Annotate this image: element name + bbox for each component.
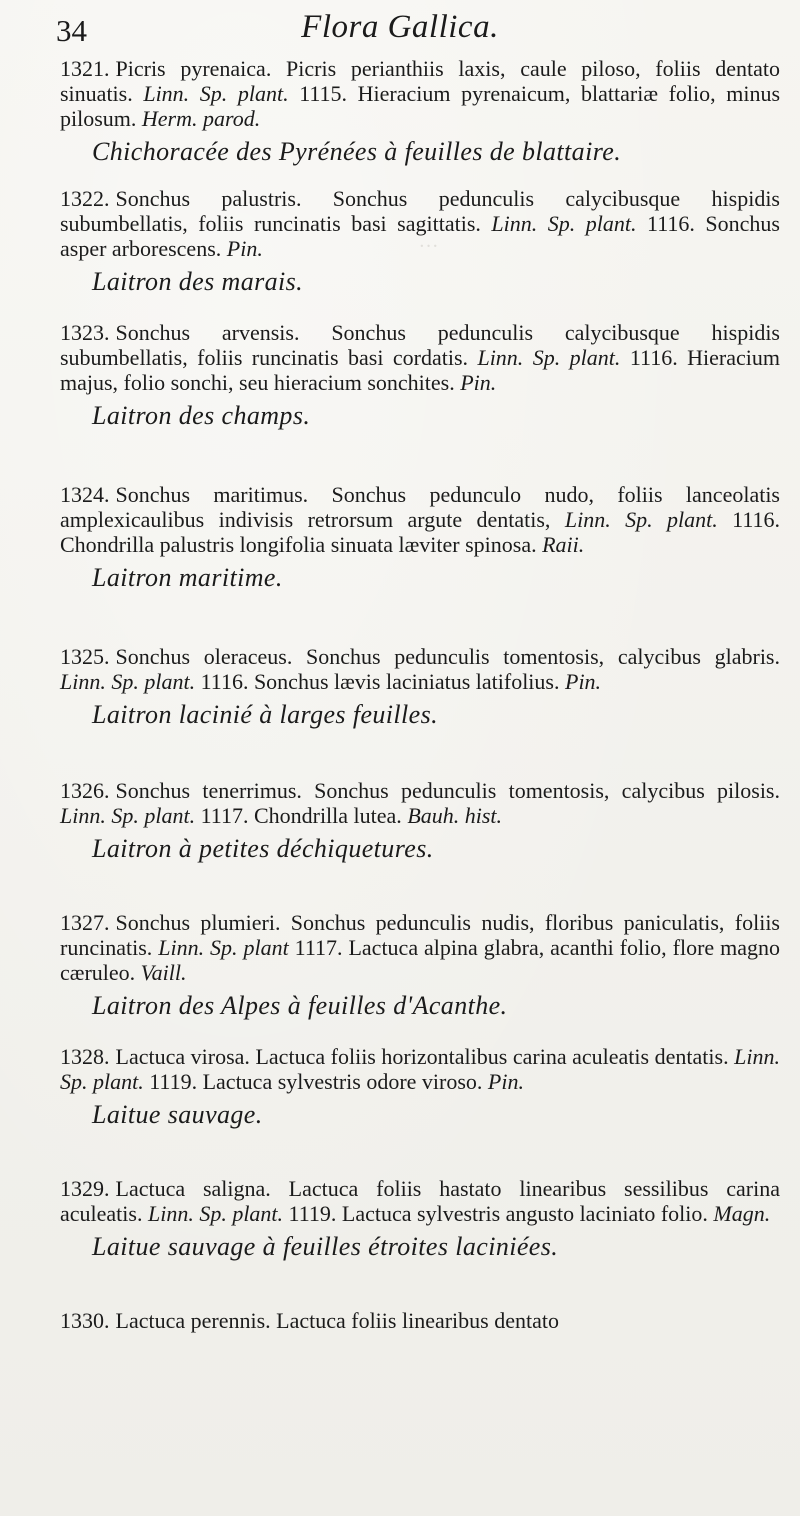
entry-number: 1330. [60, 1308, 110, 1333]
entry-1328 [60, 1044, 780, 1130]
entry-number: 1321. [60, 56, 110, 81]
entry-french-name: Laitron à petites déchiquetures. [92, 834, 434, 863]
entry-1325 [60, 644, 780, 730]
entry-latin: 1325. Sonchus oleraceus. Sonchus pedunculis tomentosis, calycibus glabris. Linn. Sp. plant. 1116. Sonchus lævis laciniatus latifolius. Pin. [60, 644, 780, 694]
entry-1322 [60, 186, 780, 297]
entry-french-name: Laitron lacinié à larges feuilles. [92, 700, 439, 729]
entry-latin: 1328. Lactuca virosa. Lactuca foliis horizontalibus carina aculeatis dentatis. Linn. Sp. plant. 1119. Lactuca sylvestris odore viroso. Pin. [60, 1044, 780, 1094]
entry-french-name: Laitron maritime. [92, 563, 283, 592]
entry-french-name: Laitron des champs. [92, 401, 311, 430]
entry-1324 [60, 482, 780, 593]
entry-latin: 1324. Sonchus maritimus. Sonchus pedunculo nudo, foliis lanceolatis amplexicaulibus indivisis retrorsum argute dentatis, Linn. Sp. plant. 1116. Chondrilla palustris longifolia sinuata læviter spinosa. Raii. [60, 482, 781, 557]
entry-french-name: Laitue sauvage à feuilles étroites laciniées. [92, 1232, 559, 1261]
entry-french-name: Laitron des marais. [92, 267, 304, 296]
entry-number: 1323. [60, 320, 110, 345]
entry-number: 1327. [60, 910, 110, 935]
entry-latin: 1322. Sonchus palustris. Sonchus pedunculis calycibusque hispidis subumbellatis, foliis runcinatis basi sagittatis. Linn. Sp. plant. 1116. Sonchus asper arborescens. Pin. [60, 186, 780, 261]
entry-latin: 1330. Lactuca perennis. Lactuca foliis linearibus dentato [60, 1308, 559, 1333]
bleed-through-text: … [420, 230, 438, 252]
entry-number: 1326. [60, 778, 110, 803]
entry-latin: 1321. Picris pyrenaica. Picris perianthiis laxis, caule piloso, foliis dentato sinuatis. Linn. Sp. plant. 1115. Hieracium pyrenaicum, blattariæ folio, minus pilosum. Herm. parod. [60, 56, 781, 131]
running-title: Flora Gallica. [301, 9, 499, 45]
entry-1326 [60, 778, 780, 864]
entry-1327 [60, 910, 780, 1021]
entry-1321 [60, 56, 780, 167]
entry-number: 1324. [60, 482, 110, 507]
entry-french-name: Laitue sauvage. [92, 1100, 263, 1129]
page-header [0, 0, 800, 52]
entry-french-name: Chichoracée des Pyrénées à feuilles de blattaire. [92, 137, 622, 166]
entry-number: 1322. [60, 186, 110, 211]
entry-latin: 1326. Sonchus tenerrimus. Sonchus pedunculis tomentosis, calycibus pilosis. Linn. Sp. plant. 1117. Chondrilla lutea. Bauh. hist. [60, 778, 780, 828]
entry-latin: 1323. Sonchus arvensis. Sonchus pedunculis calycibusque hispidis subumbellatis, foliis runcinatis basi cordatis. Linn. Sp. plant. 1116. Hieracium majus, folio sonchi, seu hieracium sonchites. Pin. [60, 320, 780, 395]
entry-french-name: Laitron des Alpes à feuilles d'Acanthe. [92, 991, 508, 1020]
entry-number: 1328. [60, 1044, 110, 1069]
entry-1329 [60, 1176, 780, 1262]
entry-number: 1325. [60, 644, 110, 669]
page-number: 34 [56, 13, 87, 48]
entry-latin: 1329. Lactuca saligna. Lactuca foliis hastato linearibus sessilibus carina aculeatis. Linn. Sp. plant. 1119. Lactuca sylvestris angusto laciniato folio. Magn. [60, 1176, 780, 1226]
entry-1330 [60, 1308, 780, 1333]
entry-latin: 1327. Sonchus plumieri. Sonchus pedunculis nudis, floribus paniculatis, foliis runcinatis. Linn. Sp. plant 1117. Lactuca alpina glabra, acanthi folio, flore magno cæruleo. Vaill. [60, 910, 780, 985]
entry-number: 1329. [60, 1176, 110, 1201]
entry-1323 [60, 320, 780, 431]
